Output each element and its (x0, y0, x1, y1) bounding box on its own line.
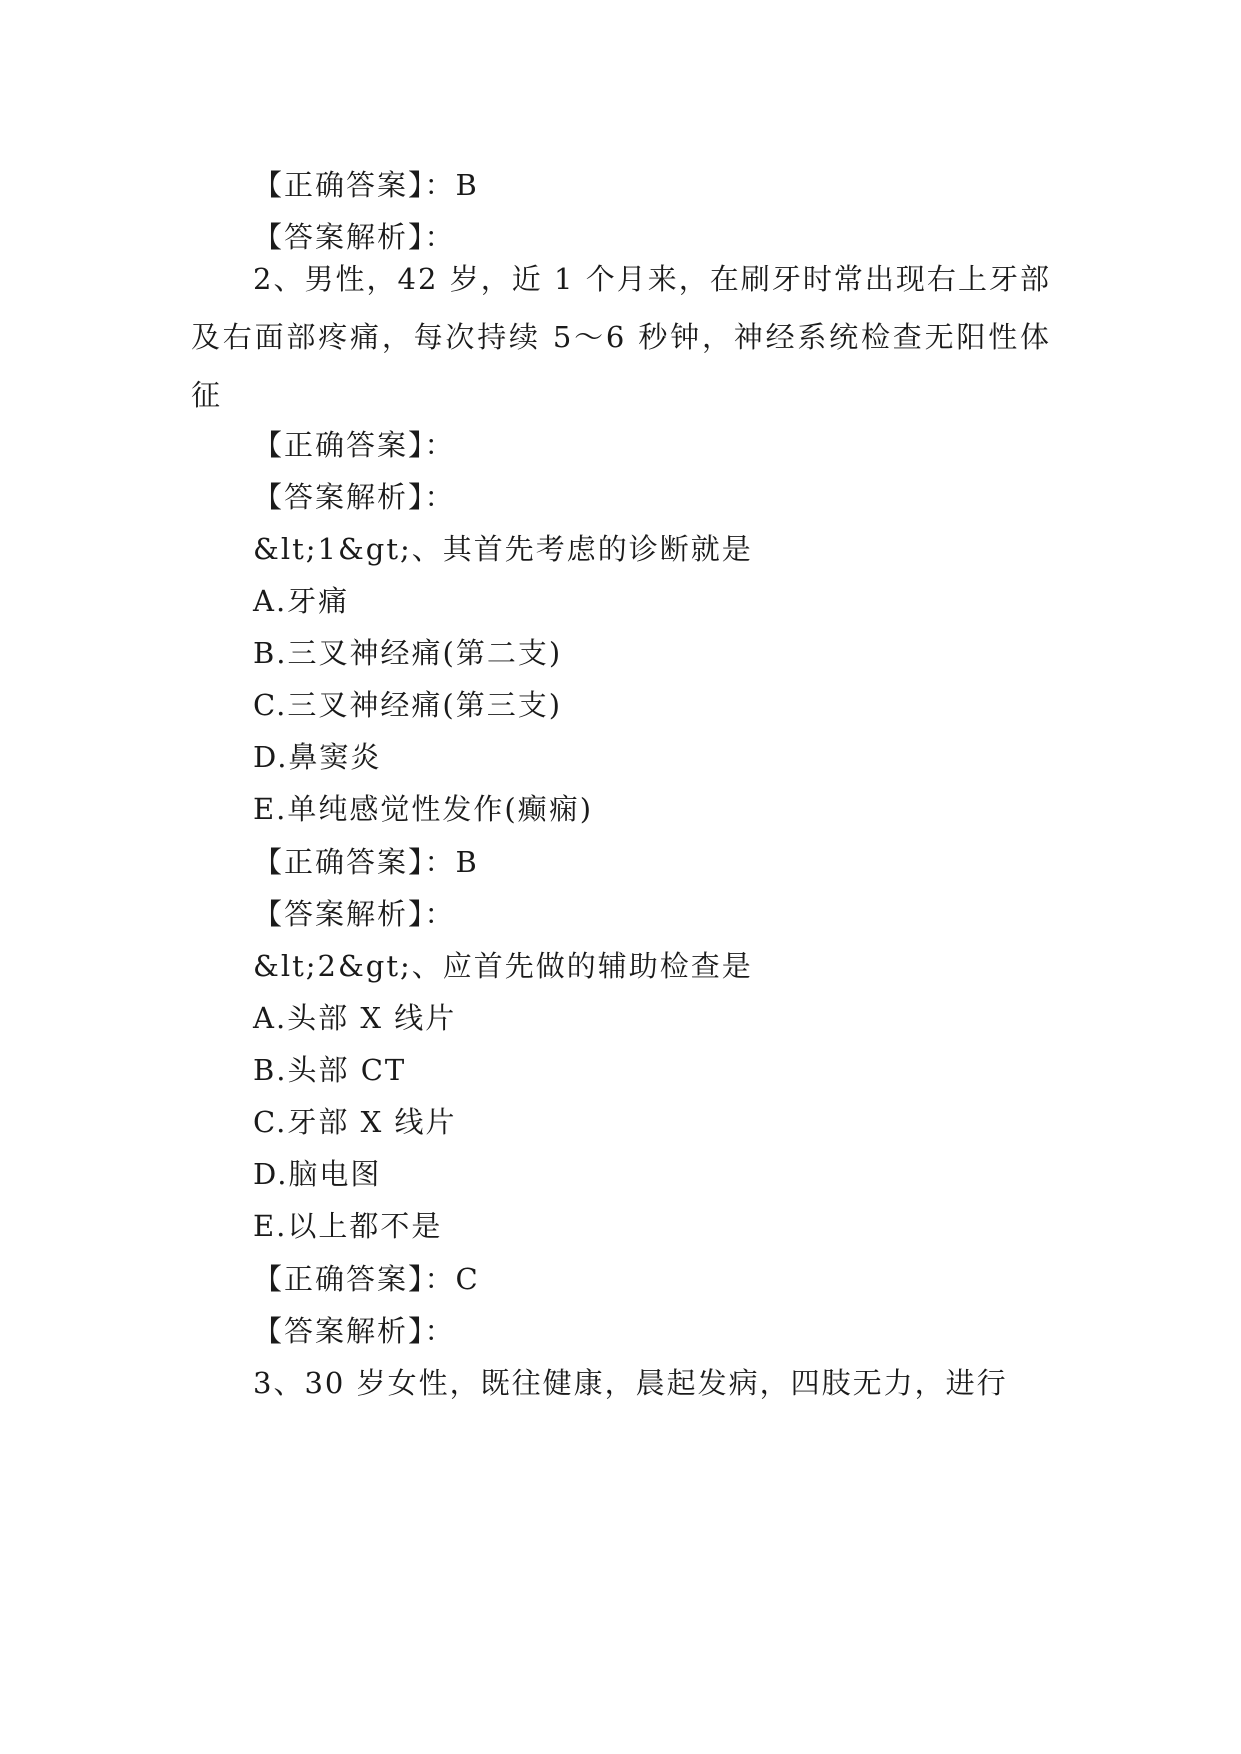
option-d: D.脑电图 (253, 1157, 382, 1191)
answer-explanation-line: 【答案解析】： (253, 1314, 456, 1348)
sub-question-2: &lt;2&gt;、应首先做的辅助检查是 (253, 949, 753, 983)
sub-question-1: &lt;1&gt;、其首先考虑的诊断就是 (253, 532, 753, 566)
option-d: D.鼻窦炎 (253, 740, 382, 774)
correct-answer-line: 【正确答案】：C (253, 1262, 480, 1296)
answer-explanation-line: 【答案解析】： (253, 480, 456, 514)
answer-explanation-line: 【答案解析】： (253, 897, 456, 931)
option-b: B.三叉神经痛(第二支) (253, 636, 563, 670)
answer-explanation-line: 【答案解析】： (253, 220, 456, 254)
option-e: E.单纯感觉性发作(癫痫) (253, 792, 594, 826)
option-e: E.以上都不是 (253, 1209, 443, 1243)
option-c: C.牙部 X 线片 (253, 1105, 457, 1139)
option-a: A.头部 X 线片 (253, 1001, 457, 1035)
question-2-text: 2、男性，42 岁，近 1 个月来，在刷牙时常出现右上牙部及右面部疼痛，每次持续 5～6 秒钟，神经系统检查无阳性体征 (191, 262, 1051, 412)
option-c: C.三叉神经痛(第三支) (253, 688, 563, 722)
option-a: A.牙痛 (253, 584, 350, 618)
correct-answer-line: 【正确答案】：B (253, 845, 479, 879)
option-b: B.头部 CT (253, 1053, 407, 1087)
question-3-text: 3、30 岁女性，既往健康，晨起发病，四肢无力，进行 (253, 1366, 1008, 1400)
correct-answer-line: 【正确答案】：B (253, 168, 479, 202)
correct-answer-line: 【正确答案】： (253, 428, 456, 462)
